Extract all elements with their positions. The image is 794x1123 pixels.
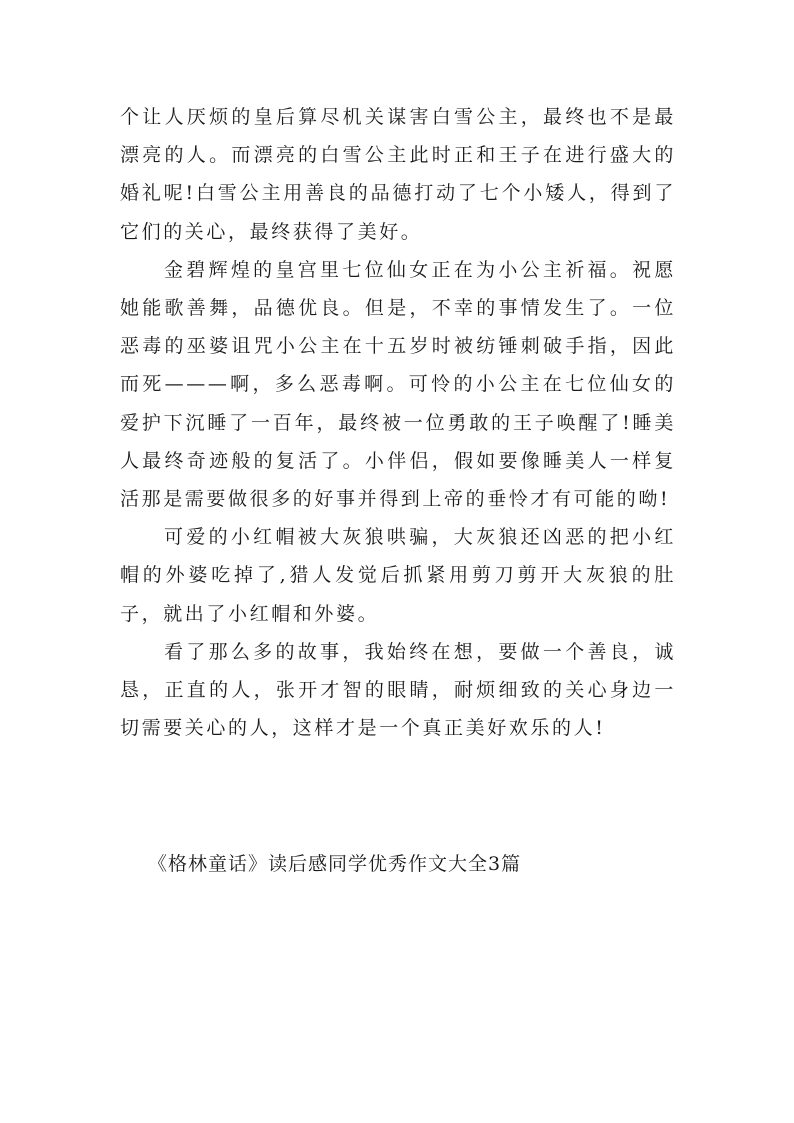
paragraph-red-riding-hood: 可爱的小红帽被大灰狼哄骗，大灰狼还凶恶的把小红帽的外婆吃掉了,猎人发觉后抓紧用剪刀剪开大灰狼的肚子，就出了小红帽和外婆。 bbox=[120, 526, 676, 625]
document-body bbox=[120, 98, 676, 747]
paragraph-sleeping-beauty: 金碧辉煌的皇宫里七位仙女正在为小公主祈福。祝愿她能歌善舞，品德优良。但是，不幸的事情发生了。一位恶毒的巫婆诅咒小公主在十五岁时被纺锤刺破手指，因此而死———啊，多么恶毒啊。可怜的小公主在七位仙女的爱护下沉睡了一百年，最终被一位勇敢的王子唤醒了!睡美人最终奇迹般的复活了。小伴侣，假如要像睡美人一样复活那是需要做很多的好事并得到上帝的垂怜才有可能的呦! bbox=[120, 258, 676, 511]
paragraph-conclusion: 看了那么多的故事，我始终在想，要做一个善良，诚恳，正直的人，张开才智的眼睛，耐烦细致的关心身边一切需要关心的人，这样才是一个真正美好欢乐的人! bbox=[120, 640, 676, 740]
article-title: 《格林童话》读后感同学优秀作文大全3篇 bbox=[148, 853, 522, 875]
paragraph-snow-white: 个让人厌烦的皇后算尽机关谋害白雪公主，最终也不是最漂亮的人。而漂亮的白雪公主此时正和王子在进行盛大的婚礼呢!白雪公主用善良的品德打动了七个小矮人，得到了它们的关心，最终获得了美好。 bbox=[120, 106, 676, 243]
